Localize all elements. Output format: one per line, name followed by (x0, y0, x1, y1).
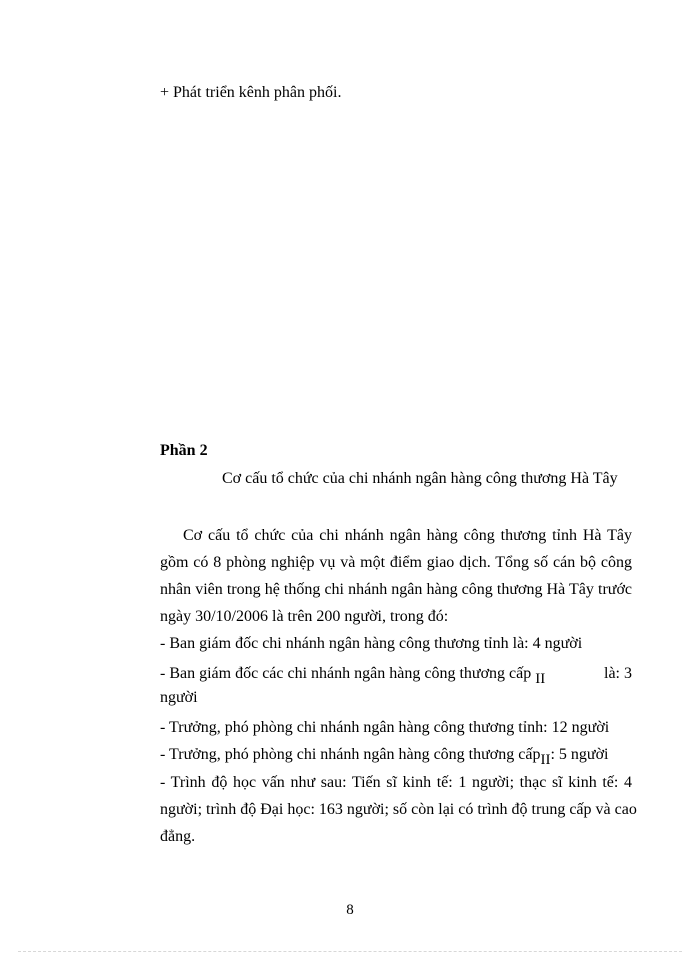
list-item-board-level2-count: là: 3 (604, 665, 632, 682)
list-item-board-level2-text: - Ban giám đốc các chi nhánh ngân hàng công thương cấp (160, 665, 532, 682)
section-heading: Phần 2 (160, 442, 208, 459)
paragraph-line-4: ngày 30/10/2006 là trên 200 người, trong đó: (160, 608, 449, 625)
roman-numeral-ii: II (535, 671, 546, 687)
roman-numeral-ii: II (540, 752, 551, 768)
list-item-heads-level2 (160, 745, 609, 768)
list-item-education-line-2: người; trình độ Đại học: 163 người; số còn lại có trình độ trung cấp và cao (160, 801, 637, 818)
page-number: 8 (346, 902, 354, 918)
list-item-heads-level2-count: : 5 người (550, 746, 609, 763)
paragraph-line-2: gồm có 8 phòng nghiệp vụ và một điểm giao dịch. Tổng số cán bộ công (160, 554, 632, 571)
paragraph-line-3: nhân viên trong hệ thống chi nhánh ngân hàng công thương Hà Tây trước (160, 581, 632, 598)
list-item-heads-level2-text: - Trưởng, phó phòng chi nhánh ngân hàng công thương cấp (160, 746, 541, 763)
section-title: Cơ cấu tổ chức của chi nhánh ngân hàng công thương Hà Tây (222, 470, 618, 487)
list-item-board-level2 (160, 664, 632, 687)
list-item-board-level2-continued: người (160, 689, 198, 706)
paragraph-line-1: Cơ cấu tổ chức của chi nhánh ngân hàng công thương tỉnh Hà Tây (183, 527, 632, 544)
list-item-education-line-3: đẳng. (160, 828, 196, 845)
list-item-education-line-1: - Trình độ học vấn như sau: Tiến sĩ kinh tế: 1 người; thạc sĩ kinh tế: 4 (160, 774, 632, 791)
bullet-develop-distribution: + Phát triển kênh phân phối. (160, 84, 342, 101)
list-item-heads-province: - Trưởng, phó phòng chi nhánh ngân hàng công thương tỉnh: 12 người (160, 719, 610, 736)
page-bottom-divider (18, 951, 682, 952)
list-item-board-province: - Ban giám đốc chi nhánh ngân hàng công thương tỉnh là: 4 người (160, 635, 583, 652)
